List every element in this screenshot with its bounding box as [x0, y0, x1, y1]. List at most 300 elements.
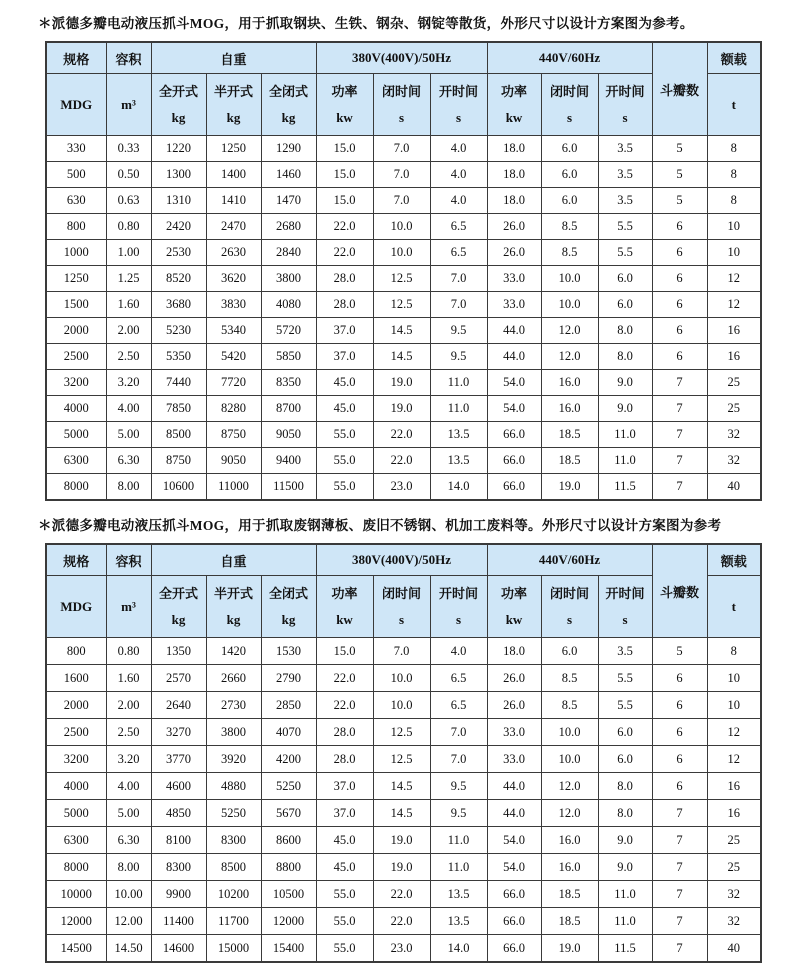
cell-fully_open_kg: 8520	[151, 266, 206, 292]
spec-label: 规格	[63, 553, 90, 569]
power-label: 功率	[501, 586, 528, 602]
cell-open_time_60hz_s: 5.5	[598, 692, 652, 719]
cell-open_time_60hz_s: 5.5	[598, 214, 652, 240]
table-row	[46, 854, 761, 881]
cell-petal_count: 7	[652, 881, 707, 908]
col-header-mdg	[46, 576, 106, 638]
cell-capacity_m3: 0.33	[106, 136, 151, 162]
cell-petal_count: 6	[652, 344, 707, 370]
col-header-440v	[487, 544, 652, 576]
cell-half_open_kg: 2660	[206, 665, 261, 692]
cell-spec_mdg: 6300	[46, 448, 106, 474]
cell-open_time_60hz_s: 6.0	[598, 266, 652, 292]
table-row	[46, 266, 761, 292]
open-time-label: 开时间	[605, 84, 645, 100]
cell-close_time_50hz_s: 22.0	[373, 448, 430, 474]
self-weight-label: 自重	[220, 553, 247, 569]
cell-power_60hz_kw: 18.0	[487, 638, 541, 665]
cell-power_60hz_kw: 33.0	[487, 746, 541, 773]
cell-fully_open_kg: 14600	[151, 935, 206, 963]
cell-open_time_50hz_s: 9.5	[430, 318, 487, 344]
col-header-fully-closed	[261, 576, 316, 638]
cell-power_50hz_kw: 22.0	[316, 665, 373, 692]
cell-close_time_60hz_s: 19.0	[541, 474, 598, 501]
cell-open_time_50hz_s: 6.5	[430, 665, 487, 692]
cell-power_60hz_kw: 66.0	[487, 908, 541, 935]
table-row	[46, 827, 761, 854]
cell-petal_count: 7	[652, 422, 707, 448]
col-header-half-open	[206, 74, 261, 136]
cell-close_time_50hz_s: 12.5	[373, 719, 430, 746]
cell-petal_count: 7	[652, 396, 707, 422]
mdg-label: MDG	[60, 598, 93, 614]
cell-power_50hz_kw: 22.0	[316, 692, 373, 719]
table-row	[46, 240, 761, 266]
open-time-label: 开时间	[439, 84, 479, 100]
cell-half_open_kg: 5250	[206, 800, 261, 827]
cell-spec_mdg: 6300	[46, 827, 106, 854]
cell-fully_closed_kg: 1290	[261, 136, 316, 162]
cell-open_time_50hz_s: 4.0	[430, 638, 487, 665]
cell-capacity_m3: 1.25	[106, 266, 151, 292]
cell-spec_mdg: 3200	[46, 746, 106, 773]
cell-open_time_60hz_s: 3.5	[598, 162, 652, 188]
cell-capacity_m3: 1.60	[106, 292, 151, 318]
cell-rated_load_t: 16	[707, 773, 761, 800]
table-row	[46, 746, 761, 773]
col-header-capacity	[106, 42, 151, 74]
cell-power_50hz_kw: 55.0	[316, 881, 373, 908]
cell-open_time_60hz_s: 3.5	[598, 136, 652, 162]
cell-capacity_m3: 1.00	[106, 240, 151, 266]
cell-half_open_kg: 2730	[206, 692, 261, 719]
cell-power_50hz_kw: 37.0	[316, 318, 373, 344]
cell-capacity_m3: 0.80	[106, 214, 151, 240]
cell-half_open_kg: 1250	[206, 136, 261, 162]
cell-close_time_60hz_s: 12.0	[541, 318, 598, 344]
col-header-open-time-50	[430, 576, 487, 638]
cell-open_time_50hz_s: 7.0	[430, 719, 487, 746]
cell-power_60hz_kw: 33.0	[487, 719, 541, 746]
cell-open_time_50hz_s: 14.0	[430, 474, 487, 501]
cell-close_time_50hz_s: 10.0	[373, 214, 430, 240]
cell-fully_closed_kg: 5720	[261, 318, 316, 344]
col-header-spec	[46, 544, 106, 576]
col-header-rated-load	[707, 42, 761, 74]
cell-half_open_kg: 11000	[206, 474, 261, 501]
cell-fully_closed_kg: 4200	[261, 746, 316, 773]
cell-half_open_kg: 10200	[206, 881, 261, 908]
open-time-label: 开时间	[605, 586, 645, 602]
cell-capacity_m3: 0.80	[106, 638, 151, 665]
cell-open_time_50hz_s: 13.5	[430, 448, 487, 474]
cell-half_open_kg: 11700	[206, 908, 261, 935]
cell-open_time_50hz_s: 7.0	[430, 746, 487, 773]
table-row	[46, 188, 761, 214]
cell-half_open_kg: 1420	[206, 638, 261, 665]
cell-half_open_kg: 9050	[206, 448, 261, 474]
cell-close_time_60hz_s: 10.0	[541, 719, 598, 746]
cell-power_60hz_kw: 66.0	[487, 448, 541, 474]
col-header-fully-closed	[261, 74, 316, 136]
cell-fully_open_kg: 2530	[151, 240, 206, 266]
cell-half_open_kg: 5340	[206, 318, 261, 344]
table-row	[46, 719, 761, 746]
table-row	[46, 935, 761, 963]
power-label: 功率	[331, 586, 358, 602]
cell-capacity_m3: 2.00	[106, 318, 151, 344]
table-2-header	[46, 544, 761, 638]
cell-rated_load_t: 40	[707, 935, 761, 963]
cell-power_50hz_kw: 55.0	[316, 474, 373, 501]
cell-open_time_60hz_s: 3.5	[598, 188, 652, 214]
section-scrap-steel	[0, 514, 800, 963]
cell-fully_open_kg: 8500	[151, 422, 206, 448]
freq-380-label: 380V(400V)/50Hz	[352, 552, 451, 567]
cell-power_60hz_kw: 44.0	[487, 800, 541, 827]
t-unit-label: t	[731, 598, 736, 614]
cell-power_60hz_kw: 54.0	[487, 370, 541, 396]
table-1-body	[46, 136, 761, 501]
cell-open_time_50hz_s: 13.5	[430, 908, 487, 935]
kw-unit-label: kw	[505, 109, 523, 125]
cell-rated_load_t: 25	[707, 854, 761, 881]
freq-440-label: 440V/60Hz	[538, 552, 601, 567]
cell-fully_open_kg: 1300	[151, 162, 206, 188]
cell-rated_load_t: 16	[707, 800, 761, 827]
header-row-groups	[46, 544, 761, 576]
cell-spec_mdg: 630	[46, 188, 106, 214]
m3-label: m³	[121, 96, 136, 112]
kw-unit-label: kw	[505, 611, 523, 627]
cell-petal_count: 7	[652, 854, 707, 881]
cell-fully_closed_kg: 9400	[261, 448, 316, 474]
close-time-label: 闭时间	[382, 84, 422, 100]
col-header-rated-load-unit	[707, 74, 761, 136]
cell-close_time_50hz_s: 7.0	[373, 188, 430, 214]
cell-power_50hz_kw: 55.0	[316, 935, 373, 963]
cell-close_time_50hz_s: 23.0	[373, 935, 430, 963]
cell-close_time_60hz_s: 12.0	[541, 344, 598, 370]
cell-power_50hz_kw: 45.0	[316, 827, 373, 854]
col-header-power-50	[316, 576, 373, 638]
cell-close_time_60hz_s: 6.0	[541, 136, 598, 162]
cell-capacity_m3: 2.50	[106, 719, 151, 746]
cell-capacity_m3: 10.00	[106, 881, 151, 908]
cell-open_time_50hz_s: 4.0	[430, 188, 487, 214]
cell-fully_open_kg: 10600	[151, 474, 206, 501]
col-header-self-weight	[151, 544, 316, 576]
cell-open_time_50hz_s: 11.0	[430, 827, 487, 854]
cell-close_time_50hz_s: 12.5	[373, 266, 430, 292]
cell-capacity_m3: 5.00	[106, 422, 151, 448]
s-unit-label: s	[566, 611, 573, 627]
cell-open_time_60hz_s: 11.0	[598, 448, 652, 474]
close-time-label: 闭时间	[550, 84, 590, 100]
fully-closed-label: 全闭式	[269, 586, 309, 602]
table-row	[46, 908, 761, 935]
cell-power_50hz_kw: 45.0	[316, 370, 373, 396]
cell-rated_load_t: 12	[707, 266, 761, 292]
cell-close_time_60hz_s: 10.0	[541, 746, 598, 773]
cell-capacity_m3: 3.20	[106, 746, 151, 773]
m3-label: m³	[121, 598, 136, 614]
cell-open_time_60hz_s: 11.0	[598, 881, 652, 908]
fully-open-label: 全开式	[158, 84, 198, 100]
cell-half_open_kg: 1410	[206, 188, 261, 214]
cell-power_60hz_kw: 66.0	[487, 474, 541, 501]
cell-capacity_m3: 4.00	[106, 396, 151, 422]
cell-fully_closed_kg: 2680	[261, 214, 316, 240]
cell-close_time_50hz_s: 23.0	[373, 474, 430, 501]
cell-spec_mdg: 500	[46, 162, 106, 188]
cell-spec_mdg: 1000	[46, 240, 106, 266]
table-row	[46, 422, 761, 448]
cell-petal_count: 5	[652, 162, 707, 188]
cell-spec_mdg: 2500	[46, 719, 106, 746]
mdg-label: MDG	[60, 96, 93, 112]
freq-440-label: 440V/60Hz	[538, 50, 601, 65]
col-header-440v	[487, 42, 652, 74]
cell-close_time_60hz_s: 16.0	[541, 396, 598, 422]
cell-open_time_60hz_s: 8.0	[598, 318, 652, 344]
kg-unit-label: kg	[226, 611, 241, 627]
cell-close_time_60hz_s: 6.0	[541, 162, 598, 188]
col-header-power-60	[487, 576, 541, 638]
col-header-petal-count	[652, 42, 707, 136]
cell-power_50hz_kw: 55.0	[316, 422, 373, 448]
table-2-body	[46, 638, 761, 963]
cell-close_time_50hz_s: 14.5	[373, 318, 430, 344]
cell-half_open_kg: 5420	[206, 344, 261, 370]
cell-fully_open_kg: 8100	[151, 827, 206, 854]
cell-power_60hz_kw: 26.0	[487, 240, 541, 266]
table-row	[46, 292, 761, 318]
capacity-label: 容积	[115, 51, 142, 67]
cell-fully_open_kg: 4600	[151, 773, 206, 800]
cell-power_60hz_kw: 66.0	[487, 881, 541, 908]
cell-open_time_60hz_s: 6.0	[598, 746, 652, 773]
cell-rated_load_t: 16	[707, 318, 761, 344]
rated-load-label: 额载	[720, 51, 747, 67]
cell-spec_mdg: 4000	[46, 773, 106, 800]
cell-open_time_50hz_s: 6.5	[430, 214, 487, 240]
cell-close_time_60hz_s: 8.5	[541, 665, 598, 692]
cell-capacity_m3: 6.30	[106, 448, 151, 474]
cell-open_time_50hz_s: 13.5	[430, 422, 487, 448]
cell-power_50hz_kw: 15.0	[316, 638, 373, 665]
col-header-power-60	[487, 74, 541, 136]
cell-open_time_50hz_s: 11.0	[430, 396, 487, 422]
cell-fully_open_kg: 4850	[151, 800, 206, 827]
cell-open_time_60hz_s: 6.0	[598, 719, 652, 746]
cell-petal_count: 6	[652, 292, 707, 318]
cell-open_time_60hz_s: 9.0	[598, 854, 652, 881]
cell-rated_load_t: 32	[707, 422, 761, 448]
cell-rated_load_t: 10	[707, 692, 761, 719]
table-row	[46, 162, 761, 188]
cell-power_60hz_kw: 33.0	[487, 266, 541, 292]
kg-unit-label: kg	[281, 109, 296, 125]
cell-fully_open_kg: 2640	[151, 692, 206, 719]
col-header-petal-count	[652, 544, 707, 638]
cell-rated_load_t: 16	[707, 344, 761, 370]
cell-fully_open_kg: 3270	[151, 719, 206, 746]
cell-open_time_60hz_s: 9.0	[598, 827, 652, 854]
cell-fully_open_kg: 5230	[151, 318, 206, 344]
cell-fully_open_kg: 11400	[151, 908, 206, 935]
cell-spec_mdg: 12000	[46, 908, 106, 935]
cell-open_time_50hz_s: 13.5	[430, 881, 487, 908]
cell-capacity_m3: 2.00	[106, 692, 151, 719]
col-header-fully-open	[151, 74, 206, 136]
cell-power_60hz_kw: 33.0	[487, 292, 541, 318]
cell-fully_open_kg: 9900	[151, 881, 206, 908]
col-header-m3	[106, 576, 151, 638]
kw-unit-label: kw	[336, 109, 353, 125]
cell-close_time_50hz_s: 19.0	[373, 827, 430, 854]
cell-rated_load_t: 10	[707, 214, 761, 240]
cell-close_time_60hz_s: 10.0	[541, 266, 598, 292]
cell-half_open_kg: 2470	[206, 214, 261, 240]
kg-unit-label: kg	[226, 109, 241, 125]
cell-petal_count: 6	[652, 746, 707, 773]
s-unit-label: s	[566, 109, 573, 125]
col-header-power-50	[316, 74, 373, 136]
cell-open_time_50hz_s: 4.0	[430, 162, 487, 188]
cell-rated_load_t: 40	[707, 474, 761, 501]
cell-rated_load_t: 12	[707, 719, 761, 746]
cell-close_time_50hz_s: 7.0	[373, 162, 430, 188]
cell-half_open_kg: 3620	[206, 266, 261, 292]
cell-rated_load_t: 32	[707, 908, 761, 935]
cell-spec_mdg: 14500	[46, 935, 106, 963]
cell-open_time_50hz_s: 9.5	[430, 800, 487, 827]
cell-close_time_60hz_s: 6.0	[541, 188, 598, 214]
cell-petal_count: 7	[652, 908, 707, 935]
col-header-close-time-50	[373, 576, 430, 638]
cell-power_50hz_kw: 37.0	[316, 800, 373, 827]
rated-load-label: 额载	[720, 553, 747, 569]
table-row	[46, 344, 761, 370]
cell-fully_closed_kg: 4080	[261, 292, 316, 318]
cell-close_time_50hz_s: 7.0	[373, 638, 430, 665]
col-header-half-open	[206, 576, 261, 638]
cell-spec_mdg: 10000	[46, 881, 106, 908]
close-time-label: 闭时间	[382, 586, 422, 602]
cell-close_time_50hz_s: 12.5	[373, 292, 430, 318]
cell-power_50hz_kw: 15.0	[316, 136, 373, 162]
cell-open_time_60hz_s: 11.5	[598, 474, 652, 501]
cell-petal_count: 6	[652, 665, 707, 692]
power-label: 功率	[501, 84, 528, 100]
cell-open_time_50hz_s: 7.0	[430, 266, 487, 292]
fully-closed-label: 全闭式	[269, 84, 309, 100]
cell-close_time_60hz_s: 10.0	[541, 292, 598, 318]
cell-fully_open_kg: 8750	[151, 448, 206, 474]
cell-rated_load_t: 8	[707, 136, 761, 162]
cell-half_open_kg: 3830	[206, 292, 261, 318]
col-header-open-time-60	[598, 576, 652, 638]
cell-fully_open_kg: 3680	[151, 292, 206, 318]
cell-half_open_kg: 3920	[206, 746, 261, 773]
power-label: 功率	[331, 84, 358, 100]
cell-open_time_60hz_s: 11.0	[598, 422, 652, 448]
cell-close_time_50hz_s: 19.0	[373, 396, 430, 422]
cell-capacity_m3: 6.30	[106, 827, 151, 854]
col-header-rated-load-unit	[707, 576, 761, 638]
cell-power_60hz_kw: 18.0	[487, 188, 541, 214]
cell-rated_load_t: 8	[707, 638, 761, 665]
self-weight-label: 自重	[220, 51, 247, 67]
cell-open_time_60hz_s: 8.0	[598, 800, 652, 827]
cell-capacity_m3: 12.00	[106, 908, 151, 935]
cell-power_50hz_kw: 28.0	[316, 719, 373, 746]
cell-petal_count: 5	[652, 638, 707, 665]
cell-close_time_50hz_s: 7.0	[373, 136, 430, 162]
cell-close_time_60hz_s: 12.0	[541, 773, 598, 800]
cell-half_open_kg: 8500	[206, 854, 261, 881]
cell-petal_count: 6	[652, 692, 707, 719]
cell-spec_mdg: 1600	[46, 665, 106, 692]
cell-fully_closed_kg: 10500	[261, 881, 316, 908]
cell-capacity_m3: 8.00	[106, 854, 151, 881]
cell-capacity_m3: 14.50	[106, 935, 151, 963]
cell-fully_closed_kg: 8800	[261, 854, 316, 881]
col-header-m3	[106, 74, 151, 136]
cell-close_time_60hz_s: 16.0	[541, 827, 598, 854]
cell-petal_count: 7	[652, 935, 707, 963]
cell-close_time_50hz_s: 22.0	[373, 908, 430, 935]
cell-open_time_50hz_s: 7.0	[430, 292, 487, 318]
cell-close_time_60hz_s: 19.0	[541, 935, 598, 963]
col-header-capacity	[106, 544, 151, 576]
cell-open_time_60hz_s: 11.5	[598, 935, 652, 963]
table-row	[46, 773, 761, 800]
cell-open_time_60hz_s: 6.0	[598, 292, 652, 318]
cell-power_60hz_kw: 66.0	[487, 935, 541, 963]
cell-petal_count: 7	[652, 474, 707, 501]
cell-spec_mdg: 8000	[46, 474, 106, 501]
cell-fully_closed_kg: 5850	[261, 344, 316, 370]
table-row	[46, 638, 761, 665]
cell-power_50hz_kw: 22.0	[316, 240, 373, 266]
table-row	[46, 800, 761, 827]
spec-table-1	[45, 41, 762, 501]
cell-petal_count: 7	[652, 370, 707, 396]
s-unit-label: s	[455, 611, 462, 627]
table-row	[46, 881, 761, 908]
cell-petal_count: 6	[652, 214, 707, 240]
cell-close_time_50hz_s: 10.0	[373, 240, 430, 266]
section-title-2: ＊派德多瓣电动液压抓斗MOG，用于抓取废钢薄板、废旧不锈钢、机加工废料等。外形尺寸以设计方案图为参考	[38, 518, 722, 533]
cell-capacity_m3: 4.00	[106, 773, 151, 800]
freq-380-label: 380V(400V)/50Hz	[352, 50, 451, 65]
col-header-open-time-50	[430, 74, 487, 136]
cell-fully_open_kg: 1310	[151, 188, 206, 214]
cell-power_50hz_kw: 37.0	[316, 344, 373, 370]
col-header-380v	[316, 544, 487, 576]
cell-open_time_60hz_s: 3.5	[598, 638, 652, 665]
cell-power_50hz_kw: 15.0	[316, 188, 373, 214]
cell-rated_load_t: 8	[707, 162, 761, 188]
col-header-fully-open	[151, 576, 206, 638]
cell-spec_mdg: 1250	[46, 266, 106, 292]
half-open-label: 半开式	[213, 586, 253, 602]
cell-power_60hz_kw: 44.0	[487, 773, 541, 800]
s-unit-label: s	[622, 109, 628, 125]
cell-open_time_60hz_s: 8.0	[598, 773, 652, 800]
